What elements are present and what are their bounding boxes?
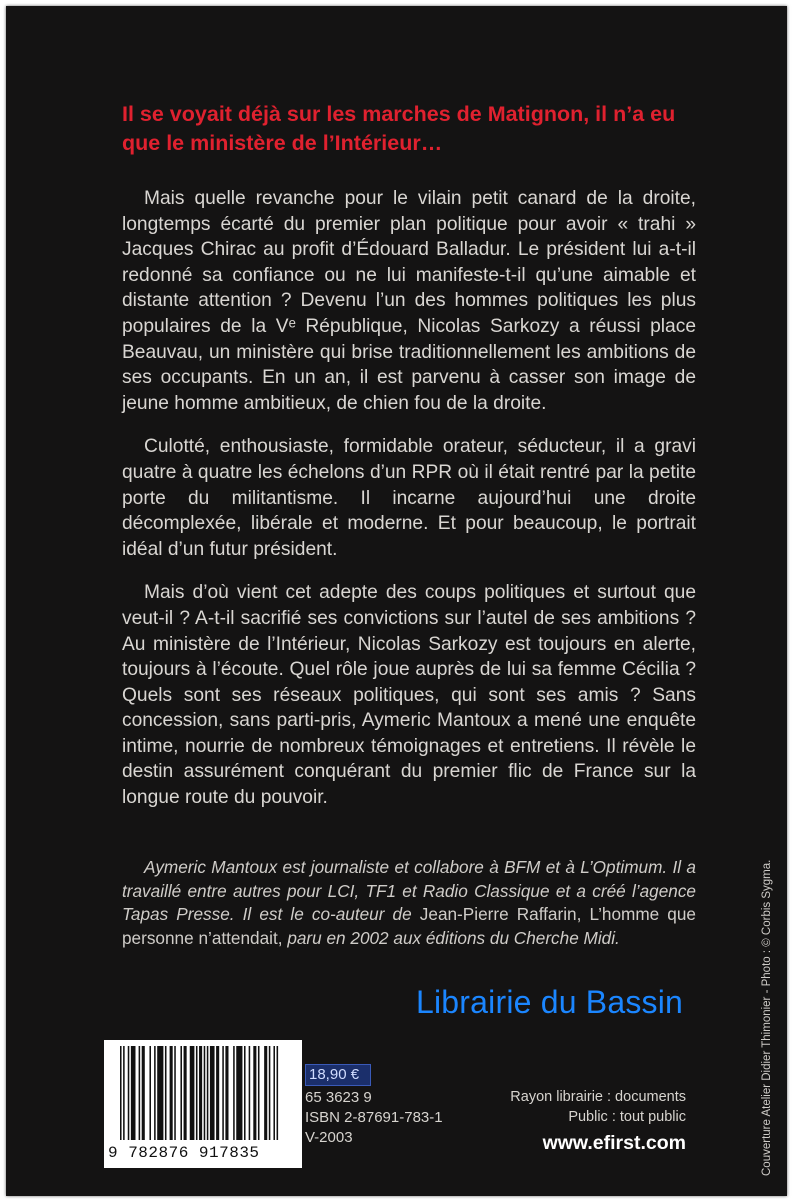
blurb-paragraph-3: Mais d’où vient cet adepte des coups politiques et surtout que veut-il ? A-t-il sacrifié ses convictions sur l’autel de ses ambitions ? Au ministère de l’Intérieur, Nicolas Sarkozy est toujours en alerte, toujours à l’écoute. Quel rôle joue auprès de lui sa femme Cécilia ? Quels sont ses réseaux politiques, qui sont ses amis ? Sans concession, sans parti-pris, Aymeric Mantoux a mené une enquête intime, nourrie de nombreux témoignages et entretiens. Il révèle le destin assurément conquérant du premier flic de France sur la longue route du pouvoir.	[122, 582, 696, 809]
tagline: Il se voyait déjà sur les marches de Matignon, il n’a eu que le ministère de l’Intérieur…	[122, 102, 676, 155]
author-bio	[122, 856, 696, 950]
shelf-info	[494, 1087, 686, 1127]
isbn-line-2: ISBN 2-87691-783-1	[305, 1109, 443, 1126]
publisher-website: www.efirst.com	[542, 1132, 686, 1154]
shelf-line-2: Public : tout public	[568, 1109, 686, 1125]
price-label: 18,90 €	[309, 1066, 360, 1083]
store-watermark: Librairie du Bassin	[416, 984, 684, 1020]
blurb-paragraph-1: Mais quelle revanche pour le vilain petit canard de la droite, longtemps écarté du premier plan politique pour avoir « trahi » Jacques Chirac au profit d’Édouard Balladur. Le président lui a-t-il redonné sa confiance ou ne lui manifeste-t-il qu’une aimable et distante attention ? Devenu l’un des hommes politiques les plus populaires de la Vᵉ République, Nicolas Sarkozy a réussi place Beauvau, un ministère qui brise traditionnellement les ambitions de ses occupants. En un an, il est parvenu à casser son image de jeune homme ambitieux, de chien fou de la droite.	[122, 188, 696, 414]
blurb	[122, 186, 696, 829]
price-sticker	[305, 1064, 371, 1086]
barcode	[104, 1040, 302, 1168]
photo-credit: Couverture Atelier Didier Thimonier - Photo : © Corbis Sygma.	[761, 859, 773, 1176]
barcode-bars-icon	[118, 1046, 290, 1142]
isbn-line-3: V-2003	[305, 1129, 353, 1146]
book-back-cover	[6, 6, 787, 1196]
author-bio-part-3: paru en 2002 aux éditions du Cherche Midi.	[287, 927, 620, 948]
blurb-paragraph-2: Culotté, enthousiaste, formidable orateur, séducteur, il a gravi quatre à quatre les échelons d’un RPR où il était rentré par la petite porte du militantisme. Il incarne aujourd’hui une droite décomplexée, libérale et moderne. Et pour beaucoup, le portrait idéal d’un futur président.	[122, 436, 696, 560]
author-bio-book-title: Jean-Pierre Raffarin, L’homme que personne n’attendait,	[122, 904, 696, 948]
shelf-line-1: Rayon librairie : documents	[510, 1089, 686, 1105]
isbn-block	[305, 1088, 443, 1148]
isbn-line-1: 65 3623 9	[305, 1089, 372, 1106]
barcode-digits: 9 782876 917835	[108, 1144, 260, 1162]
author-bio-part-1: Aymeric Mantoux est journaliste et collabore à BFM et à L’Optimum. Il a travaillé entre autres pour LCI, TF1 et Radio Classique et a créé l’agence Tapas Presse. Il est le co-auteur de	[122, 857, 696, 924]
